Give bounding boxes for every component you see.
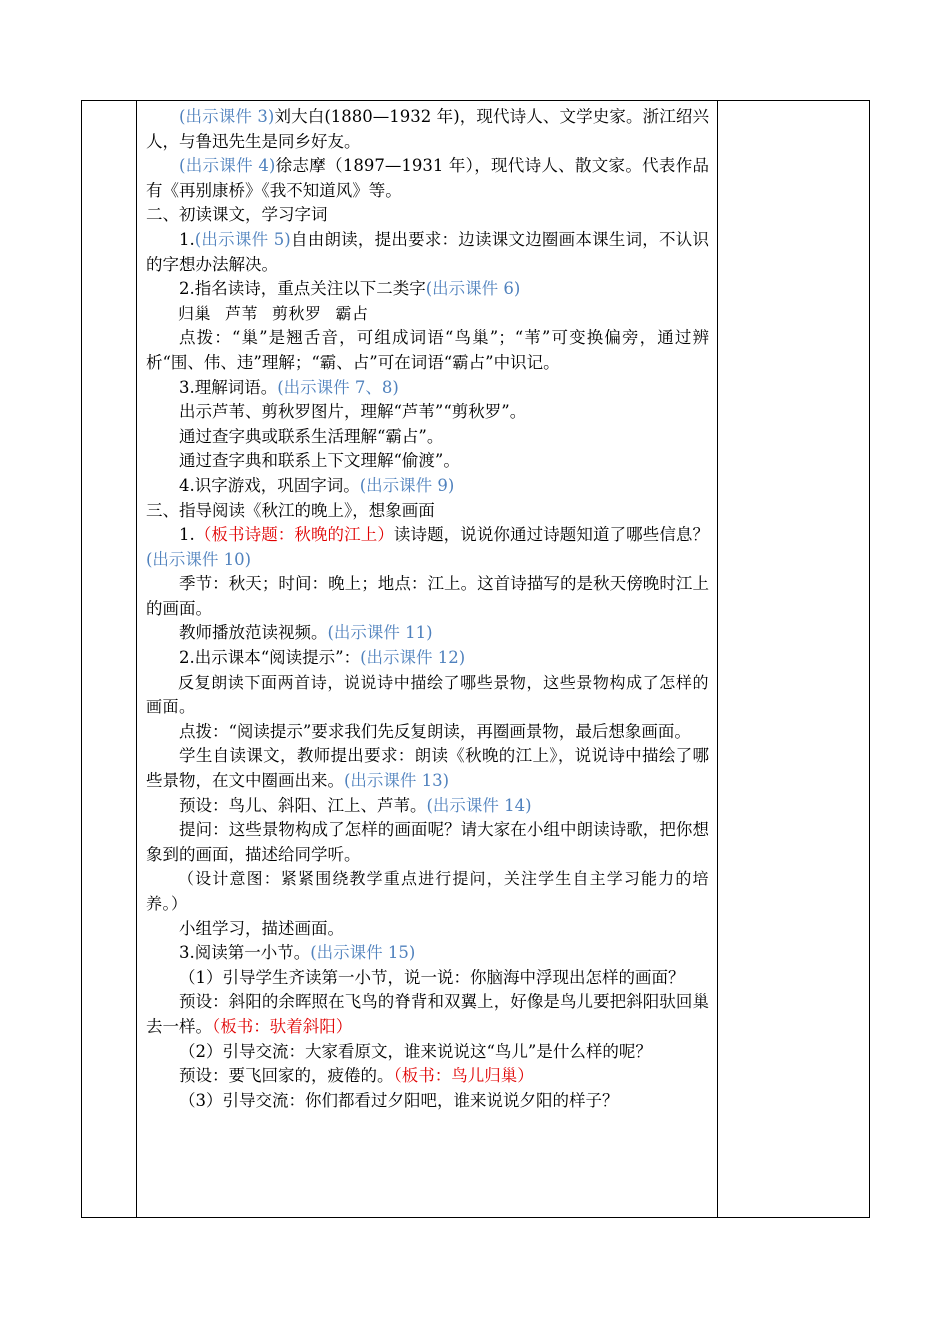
text-run: 出示芦苇、剪秋罗图片，理解“芦苇”“剪秋罗”。 bbox=[179, 402, 527, 422]
courseware-ref: (出示课件 9) bbox=[359, 475, 455, 495]
text-run: 徐志摩（1897—1931 年），现代诗人、散文家。代表作品有《再别康桥》《我不知道风》等。 bbox=[146, 156, 709, 200]
vocab-word: 芦苇 bbox=[225, 303, 259, 323]
paragraph bbox=[146, 425, 709, 450]
board-note: （板书：驮着斜阳） bbox=[212, 1016, 353, 1036]
paragraph bbox=[146, 376, 709, 401]
courseware-ref: (出示课件 13) bbox=[344, 771, 450, 791]
paragraph bbox=[146, 154, 709, 203]
teaching-process-text bbox=[137, 101, 717, 1113]
paragraph bbox=[146, 1064, 709, 1089]
paragraph bbox=[146, 277, 709, 302]
section-heading bbox=[146, 499, 709, 524]
paragraph bbox=[146, 720, 709, 745]
table-row bbox=[82, 101, 870, 1218]
text-run: 2.出示课本“阅读提示”： bbox=[179, 648, 361, 668]
text-run: 预设：要飞回家的，疲倦的。 bbox=[179, 1066, 394, 1086]
text-run: 预设：斜阳的余晖照在飞鸟的脊背和双翼上，好像是鸟儿要把斜阳驮回巢去一样。 bbox=[146, 992, 709, 1036]
courseware-ref: (出示课件 12) bbox=[360, 648, 466, 668]
text-run: 2.指名读诗，重点关注以下二类字 bbox=[179, 279, 426, 299]
paragraph bbox=[146, 572, 709, 621]
notes-cell bbox=[718, 101, 870, 1218]
vocab-word: 剪秋罗 bbox=[272, 303, 322, 323]
lesson-plan-table bbox=[81, 100, 870, 1218]
courseware-ref: (出示课件 3) bbox=[179, 107, 275, 126]
paragraph bbox=[146, 917, 709, 942]
paragraph bbox=[146, 400, 709, 425]
text-run: 1. bbox=[179, 525, 195, 545]
text-run: 预设：鸟儿、斜阳、江上、芦苇。 bbox=[179, 795, 427, 815]
text-run: （2）引导交流：大家看原文，谁来说说这“鸟儿”是什么样的呢？ bbox=[179, 1041, 652, 1061]
paragraph bbox=[146, 621, 709, 646]
paragraph bbox=[146, 449, 709, 474]
paragraph bbox=[146, 671, 709, 720]
paragraph bbox=[146, 818, 709, 867]
text-run: 3.理解词语。 bbox=[179, 377, 278, 397]
teaching-process-cell bbox=[137, 101, 718, 1218]
text-run: （设计意图：紧紧围绕教学重点进行提问，关注学生自主学习能力的培养。） bbox=[146, 869, 709, 913]
paragraph bbox=[146, 744, 709, 793]
courseware-ref: (出示课件 5) bbox=[194, 229, 291, 249]
courseware-ref: (出示课件 10) bbox=[146, 549, 252, 569]
paragraph bbox=[146, 474, 709, 499]
courseware-ref: (出示课件 11) bbox=[327, 623, 433, 643]
paragraph bbox=[146, 990, 709, 1039]
text-run: 自由朗读，提出要求：边读课文边圈画本课生词，不认识的字想办法解决。 bbox=[146, 229, 709, 274]
courseware-ref: (出示课件 6) bbox=[425, 279, 521, 299]
text-run: 读诗题，说说你通过诗题知道了哪些信息？ bbox=[393, 525, 710, 545]
paragraph bbox=[146, 105, 709, 154]
paragraph bbox=[146, 1040, 709, 1065]
paragraph bbox=[146, 302, 709, 327]
text-run: 提问：这些景物构成了怎样的画面呢？请大家在小组中朗读诗歌，把你想象到的画面，描述给同学听。 bbox=[146, 820, 709, 864]
vocab-word: 归巢 bbox=[178, 303, 212, 323]
courseware-ref: (出示课件 4) bbox=[179, 156, 276, 176]
paragraph bbox=[146, 523, 709, 572]
paragraph bbox=[146, 941, 709, 966]
paragraph bbox=[146, 794, 709, 819]
courseware-ref: (出示课件 15) bbox=[310, 943, 416, 963]
paragraph bbox=[146, 326, 709, 375]
text-run: 学生自读课文，教师提出要求：朗读《秋晚的江上》，说说诗中描绘了哪些景物，在文中圈画出来。 bbox=[146, 746, 709, 791]
text-run: 反复朗读下面两首诗，说说诗中描绘了哪些景物，这些景物构成了怎样的画面。 bbox=[146, 672, 709, 717]
paragraph bbox=[146, 646, 709, 671]
paragraph bbox=[146, 867, 709, 916]
text-run: 4.识字游戏，巩固字词。 bbox=[179, 475, 360, 495]
text-run: 3.阅读第一小节。 bbox=[179, 943, 311, 963]
text-run: 三、指导阅读《秋江的晚上》，想象画面 bbox=[146, 500, 435, 520]
paragraph bbox=[146, 966, 709, 991]
text-run: 通过查字典或联系生活理解“霸占”。 bbox=[179, 426, 444, 446]
text-run: 点拨：“巢”是翘舌音，可组成词语“鸟巢”；“苇”可变换偏旁，通过辨析“围、伟、违”理解；“霸、占”可在词语“霸占”中识记。 bbox=[146, 328, 709, 372]
left-margin-cell bbox=[82, 101, 137, 1218]
vocab-word: 霸占 bbox=[335, 303, 369, 323]
section-heading bbox=[146, 203, 709, 228]
text-run: 刘大白(1880—1932 年)，现代诗人、文学史家。浙江绍兴人，与鲁迅先生是同乡好友。 bbox=[146, 107, 709, 151]
text-run: 二、初读课文，学习字词 bbox=[146, 205, 328, 225]
courseware-ref: (出示课件 7、8) bbox=[277, 377, 399, 397]
text-run: 教师播放范读视频。 bbox=[179, 623, 328, 643]
text-run: （1）引导学生齐读第一小节，说一说：你脑海中浮现出怎样的画面？ bbox=[179, 967, 685, 987]
text-run: 1. bbox=[179, 229, 195, 249]
board-note: （板书诗题：秋晚的江上） bbox=[194, 525, 394, 545]
text-run: 季节：秋天；时间：晚上；地点：江上。这首诗描写的是秋天傍晚时江上的画面。 bbox=[146, 574, 709, 618]
text-run: （3）引导交流：你们都看过夕阳吧，谁来说说夕阳的样子？ bbox=[179, 1090, 619, 1110]
paragraph bbox=[146, 228, 709, 277]
text-run: 通过查字典和联系上下文理解“偷渡”。 bbox=[179, 451, 460, 471]
text-run: 小组学习，描述画面。 bbox=[179, 918, 344, 938]
courseware-ref: (出示课件 14) bbox=[426, 795, 532, 815]
paragraph bbox=[146, 1089, 709, 1114]
board-note: （板书：鸟儿归巢） bbox=[393, 1066, 534, 1086]
text-run: 点拨：“阅读提示”要求我们先反复朗读，再圈画景物，最后想象画面。 bbox=[179, 721, 691, 741]
